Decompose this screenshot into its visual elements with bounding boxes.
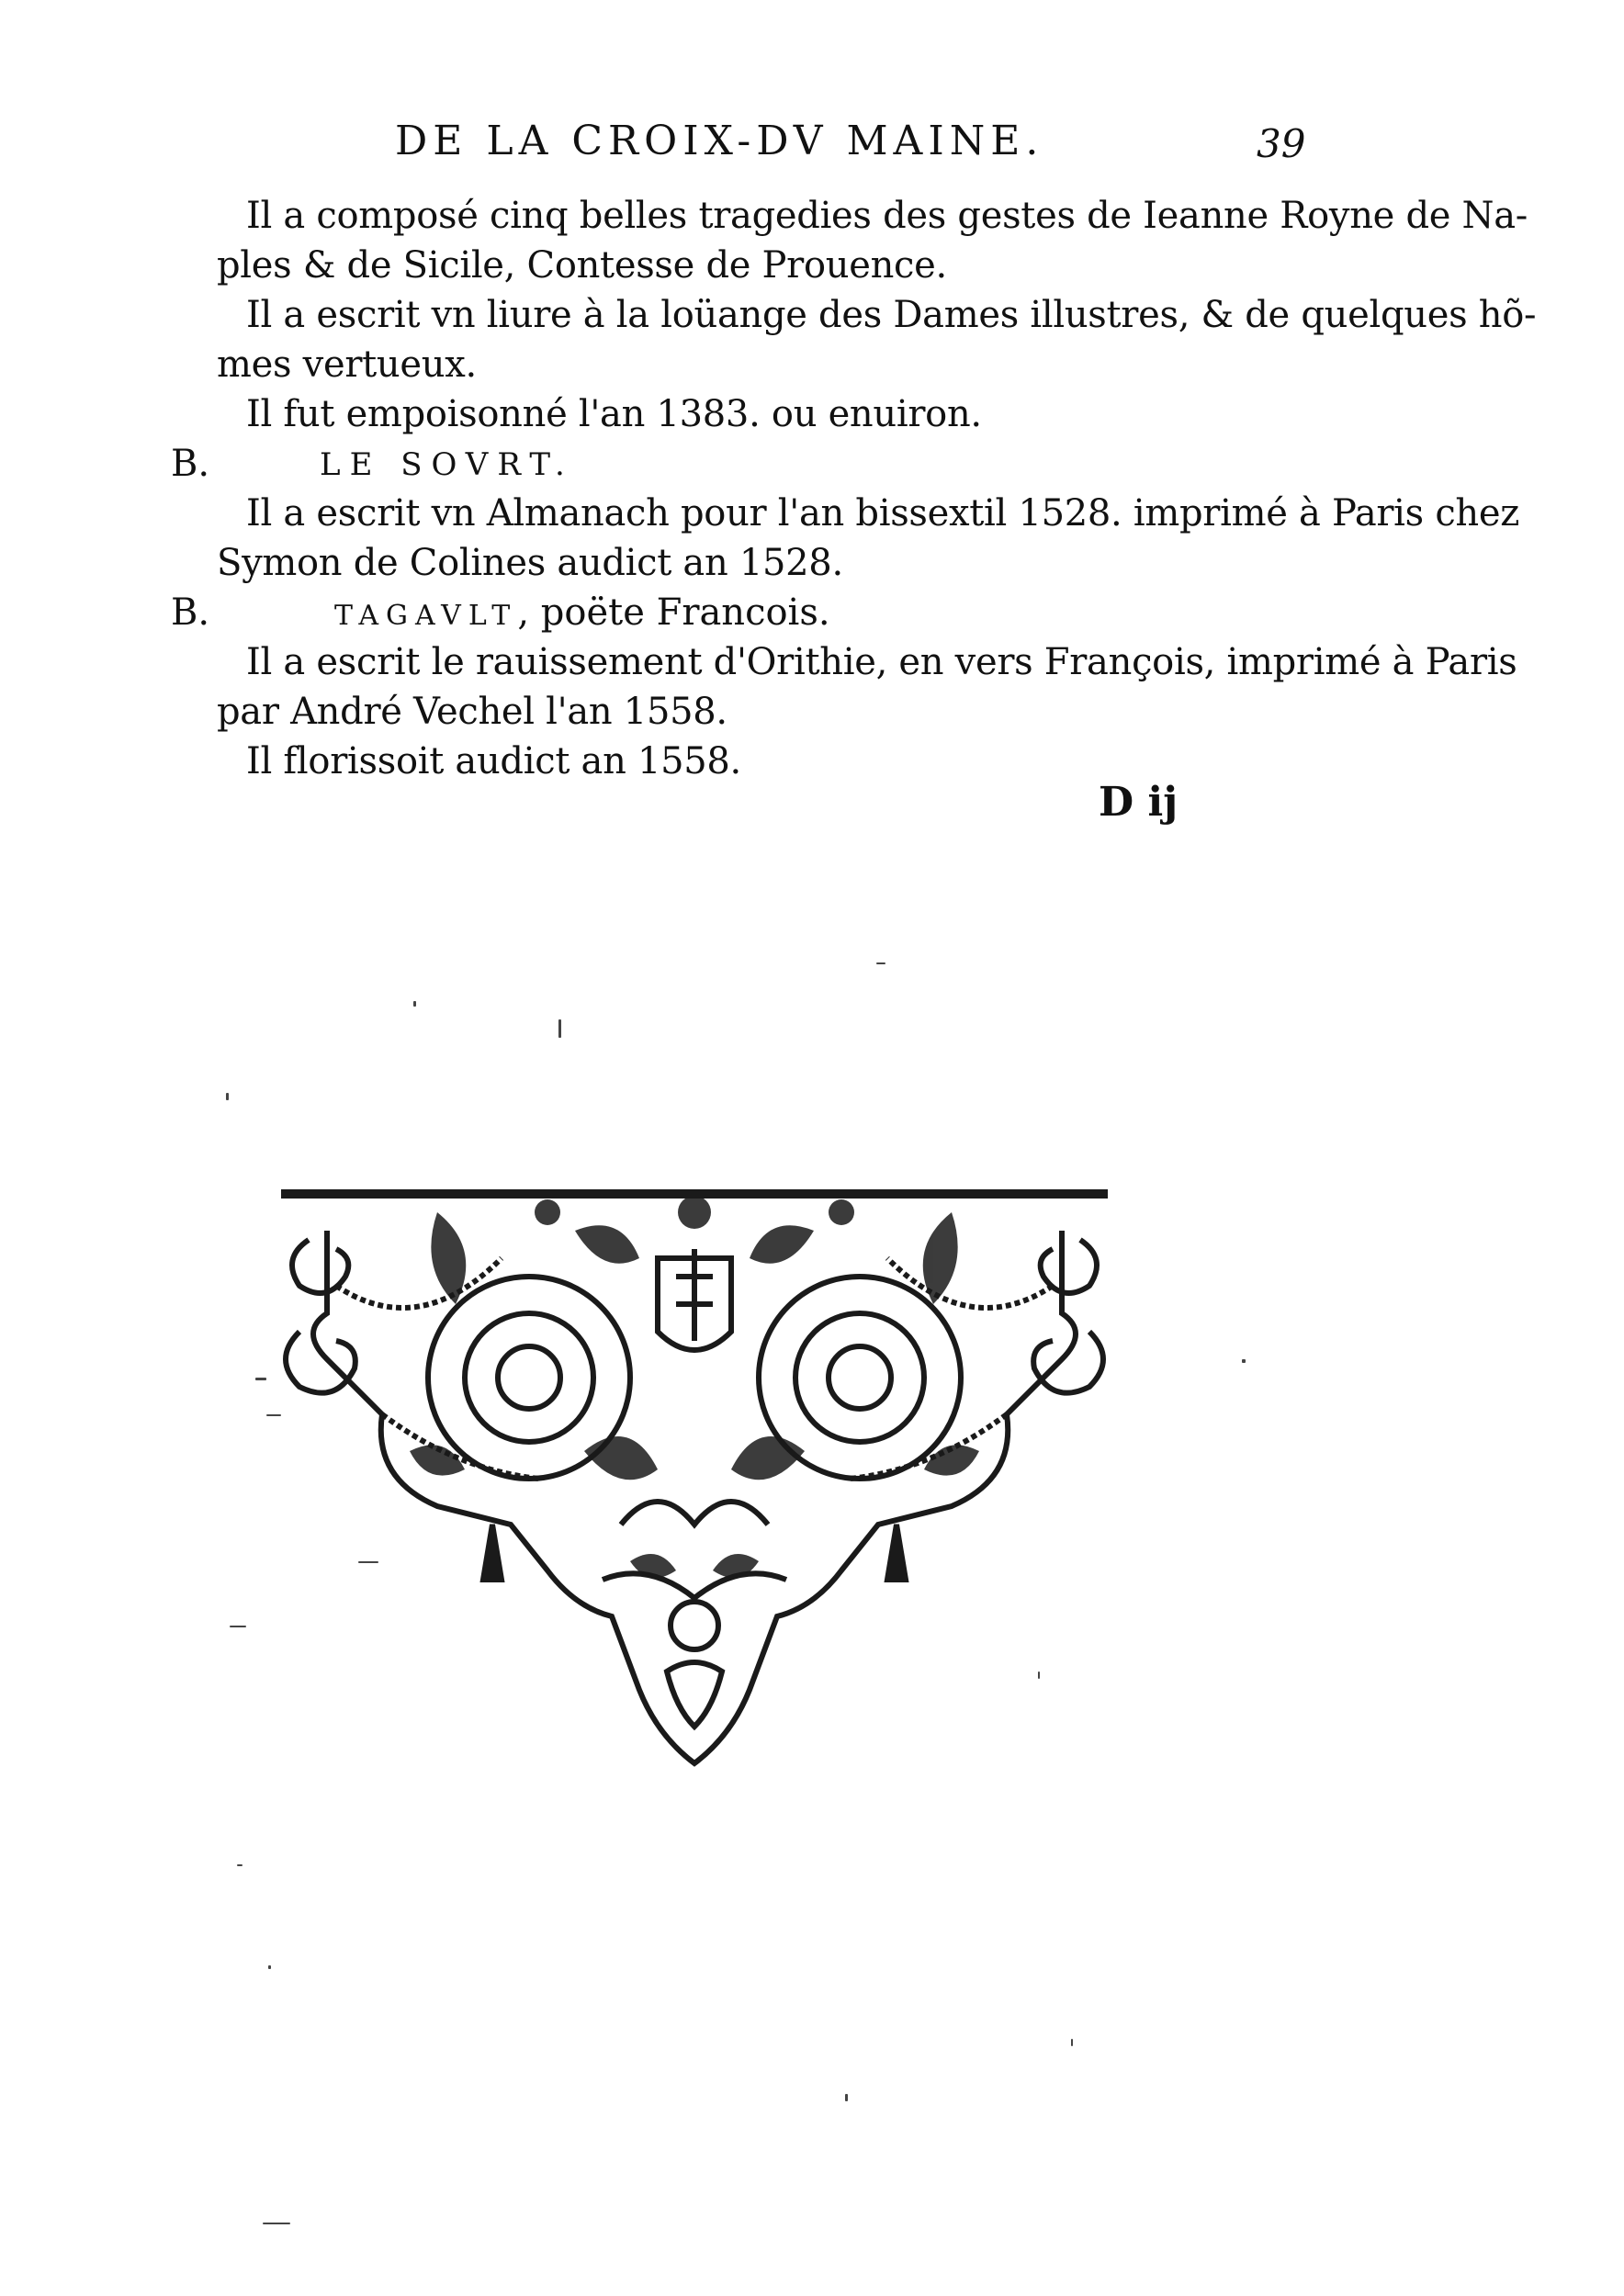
scan-speck (1242, 1359, 1246, 1363)
scan-speck (358, 1561, 378, 1563)
scan-speck (268, 1965, 271, 1969)
scan-speck (413, 1001, 416, 1007)
page-number: 39 (1257, 121, 1306, 166)
text-line: ples & de Sicile, Contesse de Prouence. (217, 244, 947, 287)
text-line: par André Vechel l'an 1558. (217, 691, 727, 733)
entry-heading (334, 591, 830, 634)
scan-speck (845, 2094, 848, 2101)
text-line: mes vertueux. (217, 343, 477, 386)
text-line: Il a composé cinq belles tragedies des gestes de Ieanne Royne de Na- (246, 195, 1528, 237)
scan-speck (266, 1414, 281, 1416)
text-line: Il fut empoisonné l'an 1383. ou enuiron. (246, 393, 982, 435)
signature-mark: D ij (1099, 779, 1179, 826)
entry-marker: B. (171, 591, 210, 634)
text-line: Il a escrit le rauissement d'Orithie, en vers François, imprimé à Paris (246, 641, 1517, 683)
scan-speck (230, 1626, 246, 1627)
scan-speck (1071, 2039, 1073, 2046)
scan-speck (237, 1864, 242, 1866)
entry-heading-name: TAGAVLT (334, 600, 518, 632)
text-line: Symon de Colines audict an 1528. (217, 542, 843, 584)
text-line: Il a escrit vn liure à la loüange des Dames illustres, & de quelques hõ- (246, 294, 1537, 336)
running-head: DE LA CROIX-DV MAINE. (395, 118, 1044, 164)
scan-speck (558, 1019, 561, 1038)
entry-heading: LE SOVRT. (320, 446, 574, 483)
scan-speck (1038, 1671, 1040, 1679)
woodcut-ornament-icon (272, 1176, 1117, 1782)
entry-heading-rest: , poëte Francois. (517, 591, 830, 634)
scan-speck (263, 2223, 290, 2224)
text-line: Il florissoit audict an 1558. (246, 740, 741, 782)
scan-speck (255, 1378, 266, 1380)
scan-speck (226, 1093, 229, 1100)
entry-marker: B. (171, 443, 210, 485)
scan-speck (876, 962, 885, 964)
text-line: Il a escrit vn Almanach pour l'an bissextil 1528. imprimé à Paris chez (246, 492, 1520, 535)
